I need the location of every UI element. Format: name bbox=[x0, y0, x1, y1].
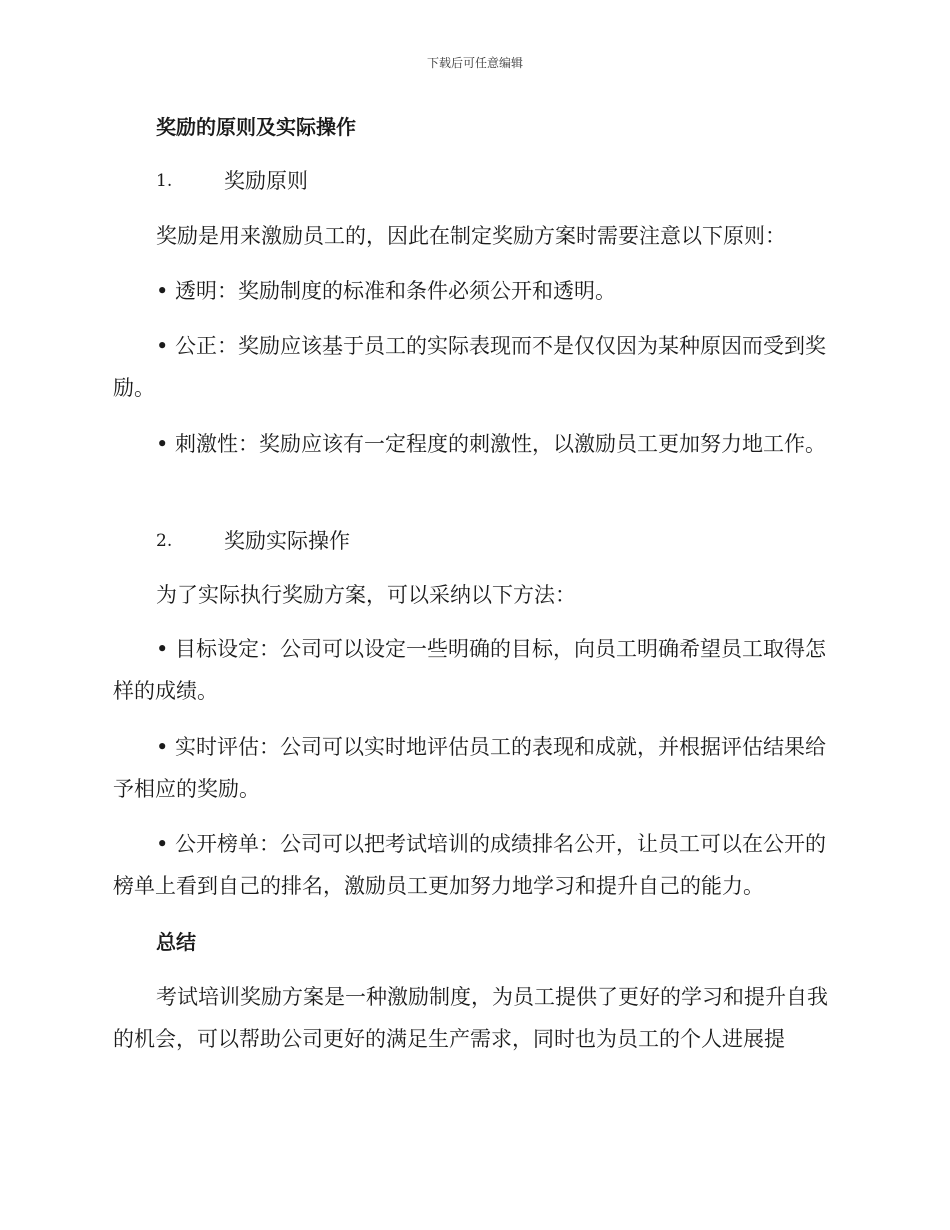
section-title: 奖励原则 bbox=[224, 169, 308, 193]
principle-item-transparency: • 透明：奖励制度的标准和条件必须公开和透明。 bbox=[156, 279, 617, 303]
principle-item-incentive: • 刺激性：奖励应该有一定程度的刺激性，以激励员工更加努力地工作。 bbox=[156, 432, 827, 456]
principles-intro: 奖励是用来激励员工的，因此在制定奖励方案时需要注意以下原则： bbox=[156, 224, 786, 248]
method-item-public-ranking: • 公开榜单：公司可以把考试培训的成绩排名公开，让员工可以在公开的榜单上看到自己的排名，激励员工更加努力地学习和提升自己的能力。 bbox=[113, 832, 827, 898]
principle-item-fairness: • 公正：奖励应该基于员工的实际表现而不是仅仅因为某种原因而受到奖励。 bbox=[113, 334, 827, 400]
method-item-realtime-evaluation: • 实时评估：公司可以实时地评估员工的表现和成就，并根据评估结果给予相应的奖励。 bbox=[113, 735, 827, 801]
page-header: 下载后可任意编辑 bbox=[426, 56, 523, 70]
practice-intro: 为了实际执行奖励方案，可以采纳以下方法： bbox=[156, 583, 576, 607]
method-item-goal-setting: • 目标设定：公司可以设定一些明确的目标，向员工明确希望员工取得怎样的成绩。 bbox=[113, 637, 827, 703]
document-title: 奖励的原则及实际操作 bbox=[156, 115, 356, 139]
section-heading-principles bbox=[156, 160, 876, 202]
summary-title: 总结 bbox=[156, 930, 196, 954]
section-number: 2. bbox=[156, 531, 173, 551]
section-number: 1. bbox=[156, 171, 173, 191]
summary-paragraph: 考试培训奖励方案是一种激励制度，为员工提供了更好的学习和提升自我的机会，可以帮助公司更好的满足生产需求，同时也为员工的个人进展提 bbox=[113, 985, 828, 1051]
section-heading-practice bbox=[156, 520, 876, 562]
section-title: 奖励实际操作 bbox=[224, 529, 350, 553]
